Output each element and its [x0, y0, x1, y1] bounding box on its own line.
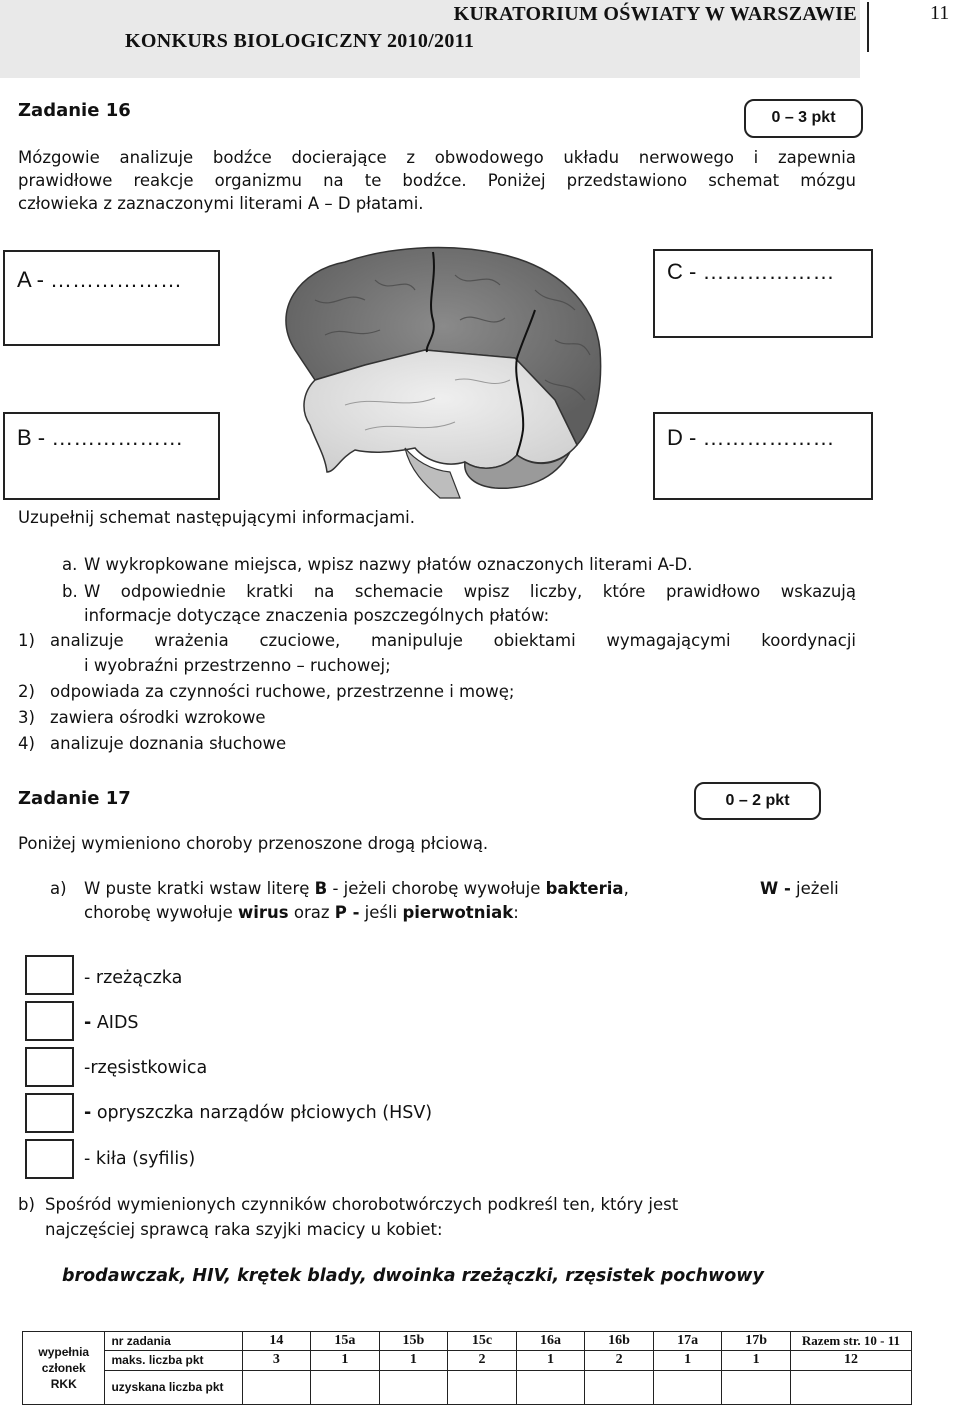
disease-2: - AIDS	[84, 1013, 139, 1033]
earned-points-cell[interactable]	[585, 1370, 654, 1405]
earned-points-cell[interactable]	[242, 1370, 311, 1405]
earned-points-cell[interactable]	[722, 1370, 791, 1405]
label-b-text: B - ………………	[17, 425, 184, 450]
row-label-max-points: maks. liczba pkt	[105, 1351, 242, 1370]
max-points-cell: 2	[585, 1351, 654, 1370]
point-b-marker: b.	[62, 582, 78, 601]
part-b-line-1: Spośród wymienionych czynników chorobotwórczych podkreśl ten, który jest	[45, 1195, 679, 1214]
disease-answer-box-4[interactable]	[25, 1093, 74, 1133]
task-16-points-box: 0 – 3 pkt	[744, 99, 863, 138]
earned-points-cell[interactable]	[311, 1370, 380, 1405]
task-16-instruction: Uzupełnij schemat następującymi informacjami.	[18, 508, 415, 527]
max-points-total-cell: 12	[790, 1351, 911, 1370]
score-table	[22, 1331, 912, 1405]
earned-points-cell[interactable]	[653, 1370, 722, 1405]
task-17-title: Zadanie 17	[18, 788, 131, 809]
option-4-num: 4)	[18, 734, 35, 753]
disease-answer-box-2[interactable]	[25, 1001, 74, 1041]
disease-answer-box-3[interactable]	[25, 1047, 74, 1087]
point-a-marker: a.	[62, 555, 78, 574]
earned-points-cell[interactable]	[448, 1370, 517, 1405]
task-number-cell: 14	[242, 1332, 311, 1351]
max-points-cell: 1	[722, 1351, 791, 1370]
header-title: KURATORIUM OŚWIATY W WARSZAWIE	[453, 3, 857, 25]
option-1-num: 1)	[18, 631, 35, 650]
header-subtitle: KONKURS BIOLOGICZNY 2010/2011	[125, 30, 475, 52]
max-points-cell: 1	[379, 1351, 448, 1370]
point-b-line-1: W odpowiednie kratki na schemacie wpisz liczby, które prawidłowo wskazują	[84, 582, 856, 601]
row-label-earned-points: uzyskana liczba pkt	[105, 1370, 242, 1405]
task-16-intro-line-3: człowieka z zaznaczonymi literami A – D płatami.	[18, 194, 424, 213]
option-2-num: 2)	[18, 682, 35, 701]
part-b-marker: b)	[18, 1195, 35, 1214]
header-divider	[867, 2, 869, 52]
table-filler-label: wypełnia członek RKK	[23, 1332, 105, 1405]
task-number-cell: 15b	[379, 1332, 448, 1351]
part-a-line-1: W puste kratki wstaw literę B - jeżeli chorobę wywołuje bakteria,	[84, 879, 629, 898]
option-1-line-2: i wyobraźni przestrzenno – ruchowej;	[84, 656, 391, 675]
part-a-w-note: W - jeżeli	[760, 879, 839, 898]
option-1-line-1: analizuje wrażenia czuciowe, manipuluje obiektami wymagającymi koordynacji	[50, 631, 856, 650]
task-17-points-box: 0 – 2 pkt	[694, 782, 821, 820]
option-3-text: zawiera ośrodki wzrokowe	[50, 708, 266, 727]
option-4-text: analizuje doznania słuchowe	[50, 734, 287, 753]
point-a-text: W wykropkowane miejsca, wpisz nazwy płatów oznaczonych literami A-D.	[84, 555, 693, 574]
task-17-intro: Poniżej wymieniono choroby przenoszone drogą płciową.	[18, 834, 489, 853]
task-number-cell: 15c	[448, 1332, 517, 1351]
page-number: 11	[930, 2, 950, 24]
disease-3: -rzęsistkowica	[84, 1058, 208, 1078]
label-box-a[interactable]	[3, 250, 220, 346]
point-b-line-2: informacje dotyczące znaczenia poszczególnych płatów:	[84, 606, 550, 625]
disease-1: - rzeżączka	[84, 968, 183, 988]
disease-answer-box-1[interactable]	[25, 955, 74, 995]
part-a-marker: a)	[50, 879, 67, 898]
disease-5: - kiła (syfilis)	[84, 1149, 196, 1169]
row-label-task-number: nr zadania	[105, 1332, 242, 1351]
task-number-total-cell: Razem str. 10 - 11	[790, 1332, 911, 1351]
task-number-cell: 16b	[585, 1332, 654, 1351]
max-points-cell: 1	[653, 1351, 722, 1370]
label-a-text: A - ………………	[17, 267, 183, 292]
disease-4: - opryszczka narządów płciowych (HSV)	[84, 1103, 433, 1123]
disease-answer-box-5[interactable]	[25, 1139, 74, 1179]
earned-points-cell[interactable]	[379, 1370, 448, 1405]
option-3-num: 3)	[18, 708, 35, 727]
task-16-title: Zadanie 16	[18, 100, 131, 121]
part-b-options: brodawczak, HIV, krętek blady, dwoinka rzeżączki, rzęsistek pochwowy	[62, 1266, 764, 1286]
earned-points-total-cell[interactable]	[790, 1370, 911, 1405]
task-number-cell: 15a	[311, 1332, 380, 1351]
task-number-cell: 17a	[653, 1332, 722, 1351]
earned-points-cell[interactable]	[516, 1370, 585, 1405]
max-points-cell: 1	[311, 1351, 380, 1370]
part-b-line-2: najczęściej sprawcą raka szyjki macicy u kobiet:	[45, 1220, 443, 1239]
task-16-intro-line-2: prawidłowe reakcje organizmu na te bodźce. Poniżej przedstawiono schemat mózgu	[18, 171, 856, 190]
label-c-text: C - ………………	[667, 259, 835, 284]
task-16-intro-line-1: Mózgowie analizuje bodźce docierające z obwodowego układu nerwowego i zapewnia	[18, 148, 856, 167]
label-d-text: D - ………………	[667, 425, 835, 450]
max-points-cell: 2	[448, 1351, 517, 1370]
max-points-cell: 1	[516, 1351, 585, 1370]
part-a-line-2: chorobę wywołuje wirus oraz P - jeśli pierwotniak:	[84, 903, 519, 922]
task-number-cell: 16a	[516, 1332, 585, 1351]
task-number-cell: 17b	[722, 1332, 791, 1351]
brain-diagram	[255, 240, 615, 500]
option-2-text: odpowiada za czynności ruchowe, przestrzenne i mowę;	[50, 682, 515, 701]
max-points-cell: 3	[242, 1351, 311, 1370]
